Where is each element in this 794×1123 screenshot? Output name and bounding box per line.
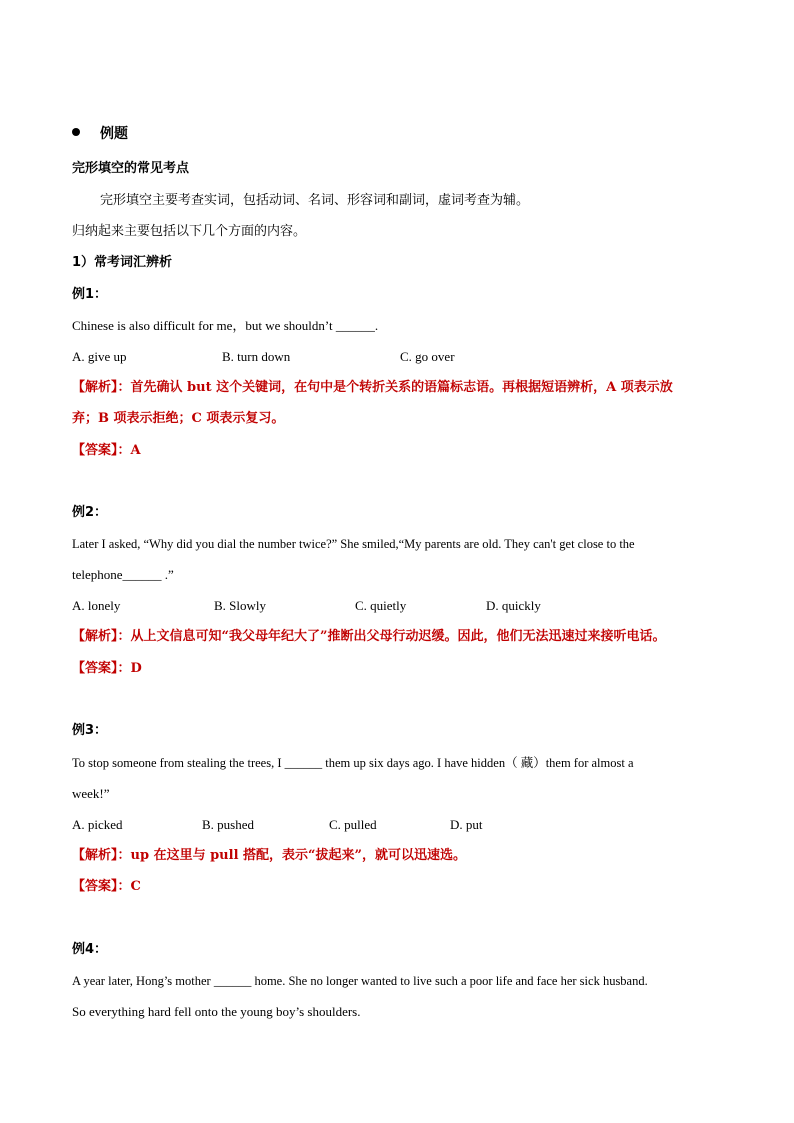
option-a: A. lonely: [72, 598, 121, 613]
option-b: B. pushed: [202, 817, 254, 832]
option-a: A. give up: [72, 349, 127, 364]
example-answer: 【答案】：D: [72, 661, 142, 676]
example-question-cont: So everything hard fell onto the young boy’s shoulders.: [72, 1004, 361, 1019]
option-d: D. quickly: [486, 598, 541, 613]
example-answer: 【答案】：C: [72, 879, 141, 894]
example-options: [72, 816, 722, 834]
intro-paragraph-1: 完形填空主要考查实词，包括动词、名词、形容词和副词，虚词考查为辅。: [100, 193, 530, 208]
option-b: B. turn down: [222, 349, 291, 364]
example-analysis: 【解析】：首先确认 but 这个关键词，在句中是个转折关系的语篇标志语。再根据短语辨析，A 项表示放: [72, 380, 673, 395]
example-options: [72, 348, 722, 366]
example-answer: 【答案】：A: [72, 443, 141, 458]
intro-paragraph-2: 归纳起来主要包括以下几个方面的内容。: [72, 224, 307, 239]
option-a: A. picked: [72, 817, 123, 832]
section-title: 例题: [100, 126, 128, 142]
example-label: 例2：: [72, 505, 108, 520]
example-question: Later I asked, “Why did you dial the number twice?” She smiled,“My parents are old. They can't get close to the: [72, 537, 635, 551]
option-d: D. put: [450, 817, 483, 832]
intro-heading: 完形填空的常见考点: [72, 161, 190, 176]
example-label: 例4：: [72, 942, 108, 957]
example-question-cont: telephone______ .”: [72, 567, 174, 582]
option-c: C. quietly: [355, 598, 407, 613]
option-c: C. pulled: [329, 817, 377, 832]
example-question: Chinese is also difficult for me，but we shouldn’t ______.: [72, 318, 379, 333]
example-question: To stop someone from stealing the trees, I ______ them up six days ago. I have hidden（ 藏）them for almost a: [72, 756, 634, 770]
example-question-cont: week!”: [72, 786, 110, 801]
example-analysis: 【解析】：从上文信息可知“我父母年纪大了”推断出父母行动迟缓。因此，他们无法迅速过来接听电话。: [72, 629, 666, 644]
example-analysis-cont: 弃；B 项表示拒绝；C 项表示复习。: [72, 411, 285, 426]
example-options: [72, 597, 722, 615]
example-label: 例1：: [72, 287, 108, 302]
example-analysis: 【解析】：up 在这里与 pull 搭配，表示“拔起来”，就可以迅速选。: [72, 848, 466, 863]
option-c: C. go over: [400, 349, 455, 364]
example-question: A year later, Hong’s mother ______ home. She no longer wanted to live such a poor life and face her sick husband.: [72, 974, 648, 988]
option-b: B. Slowly: [214, 598, 267, 613]
subsection-heading: 1）常考词汇辨析: [72, 255, 173, 270]
bullet-icon: [72, 128, 80, 136]
example-label: 例3：: [72, 723, 108, 738]
